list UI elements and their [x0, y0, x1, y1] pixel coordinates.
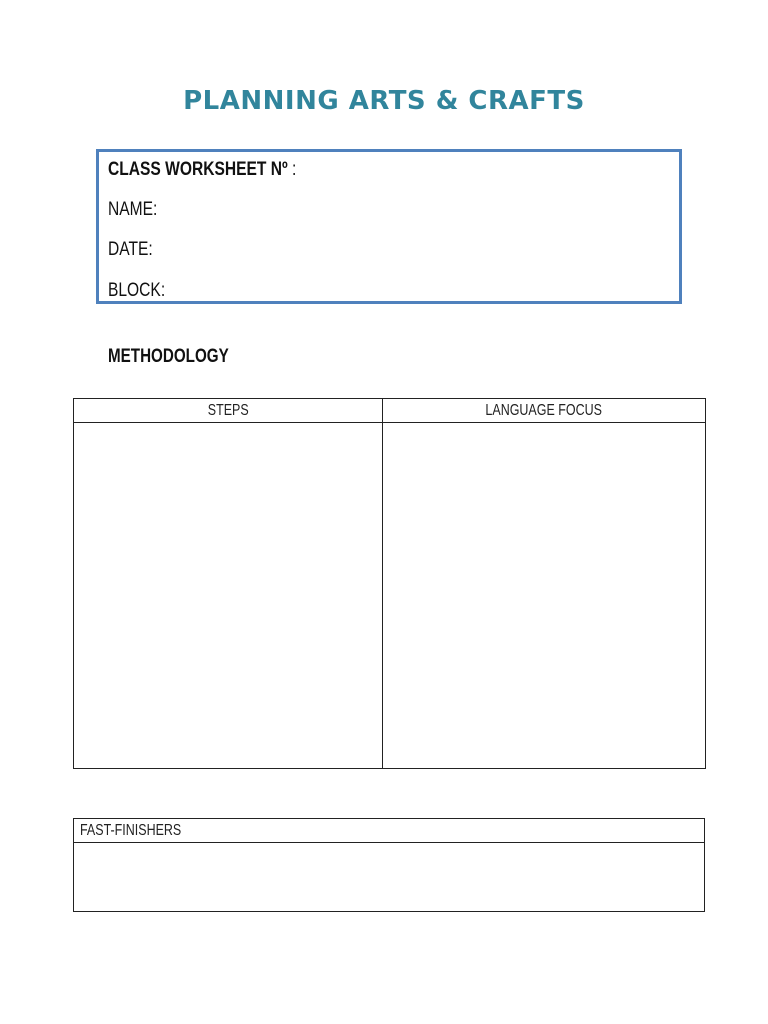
worksheet-number-line	[108, 159, 296, 181]
page-title: PLANNING ARTS & CRAFTS	[183, 86, 585, 116]
steps-column-header	[74, 399, 383, 423]
worksheet-number-label: CLASS WORKSHEET Nº	[108, 159, 288, 180]
fast-finishers-table	[73, 818, 705, 912]
fast-finishers-header	[74, 819, 705, 843]
fast-finishers-cell[interactable]	[74, 843, 705, 912]
fast-finishers-label: FAST-FINISHERS	[80, 821, 182, 839]
table-row	[74, 423, 706, 769]
language-focus-column-header	[383, 399, 706, 423]
methodology-heading: METHODOLOGY	[108, 346, 229, 367]
date-label: DATE:	[108, 239, 153, 260]
steps-cell[interactable]	[74, 423, 383, 769]
steps-header-label: STEPS	[207, 401, 249, 419]
table-header-row	[74, 819, 705, 843]
table-header-row	[74, 399, 706, 423]
name-label: NAME:	[108, 199, 158, 220]
worksheet-info-box	[96, 149, 682, 304]
table-row	[74, 843, 705, 912]
methodology-table	[73, 398, 706, 769]
worksheet-number-suffix: :	[287, 159, 297, 180]
block-label: BLOCK:	[108, 280, 166, 301]
language-focus-cell[interactable]	[383, 423, 706, 769]
language-focus-header-label: LANGUAGE FOCUS	[485, 401, 603, 419]
